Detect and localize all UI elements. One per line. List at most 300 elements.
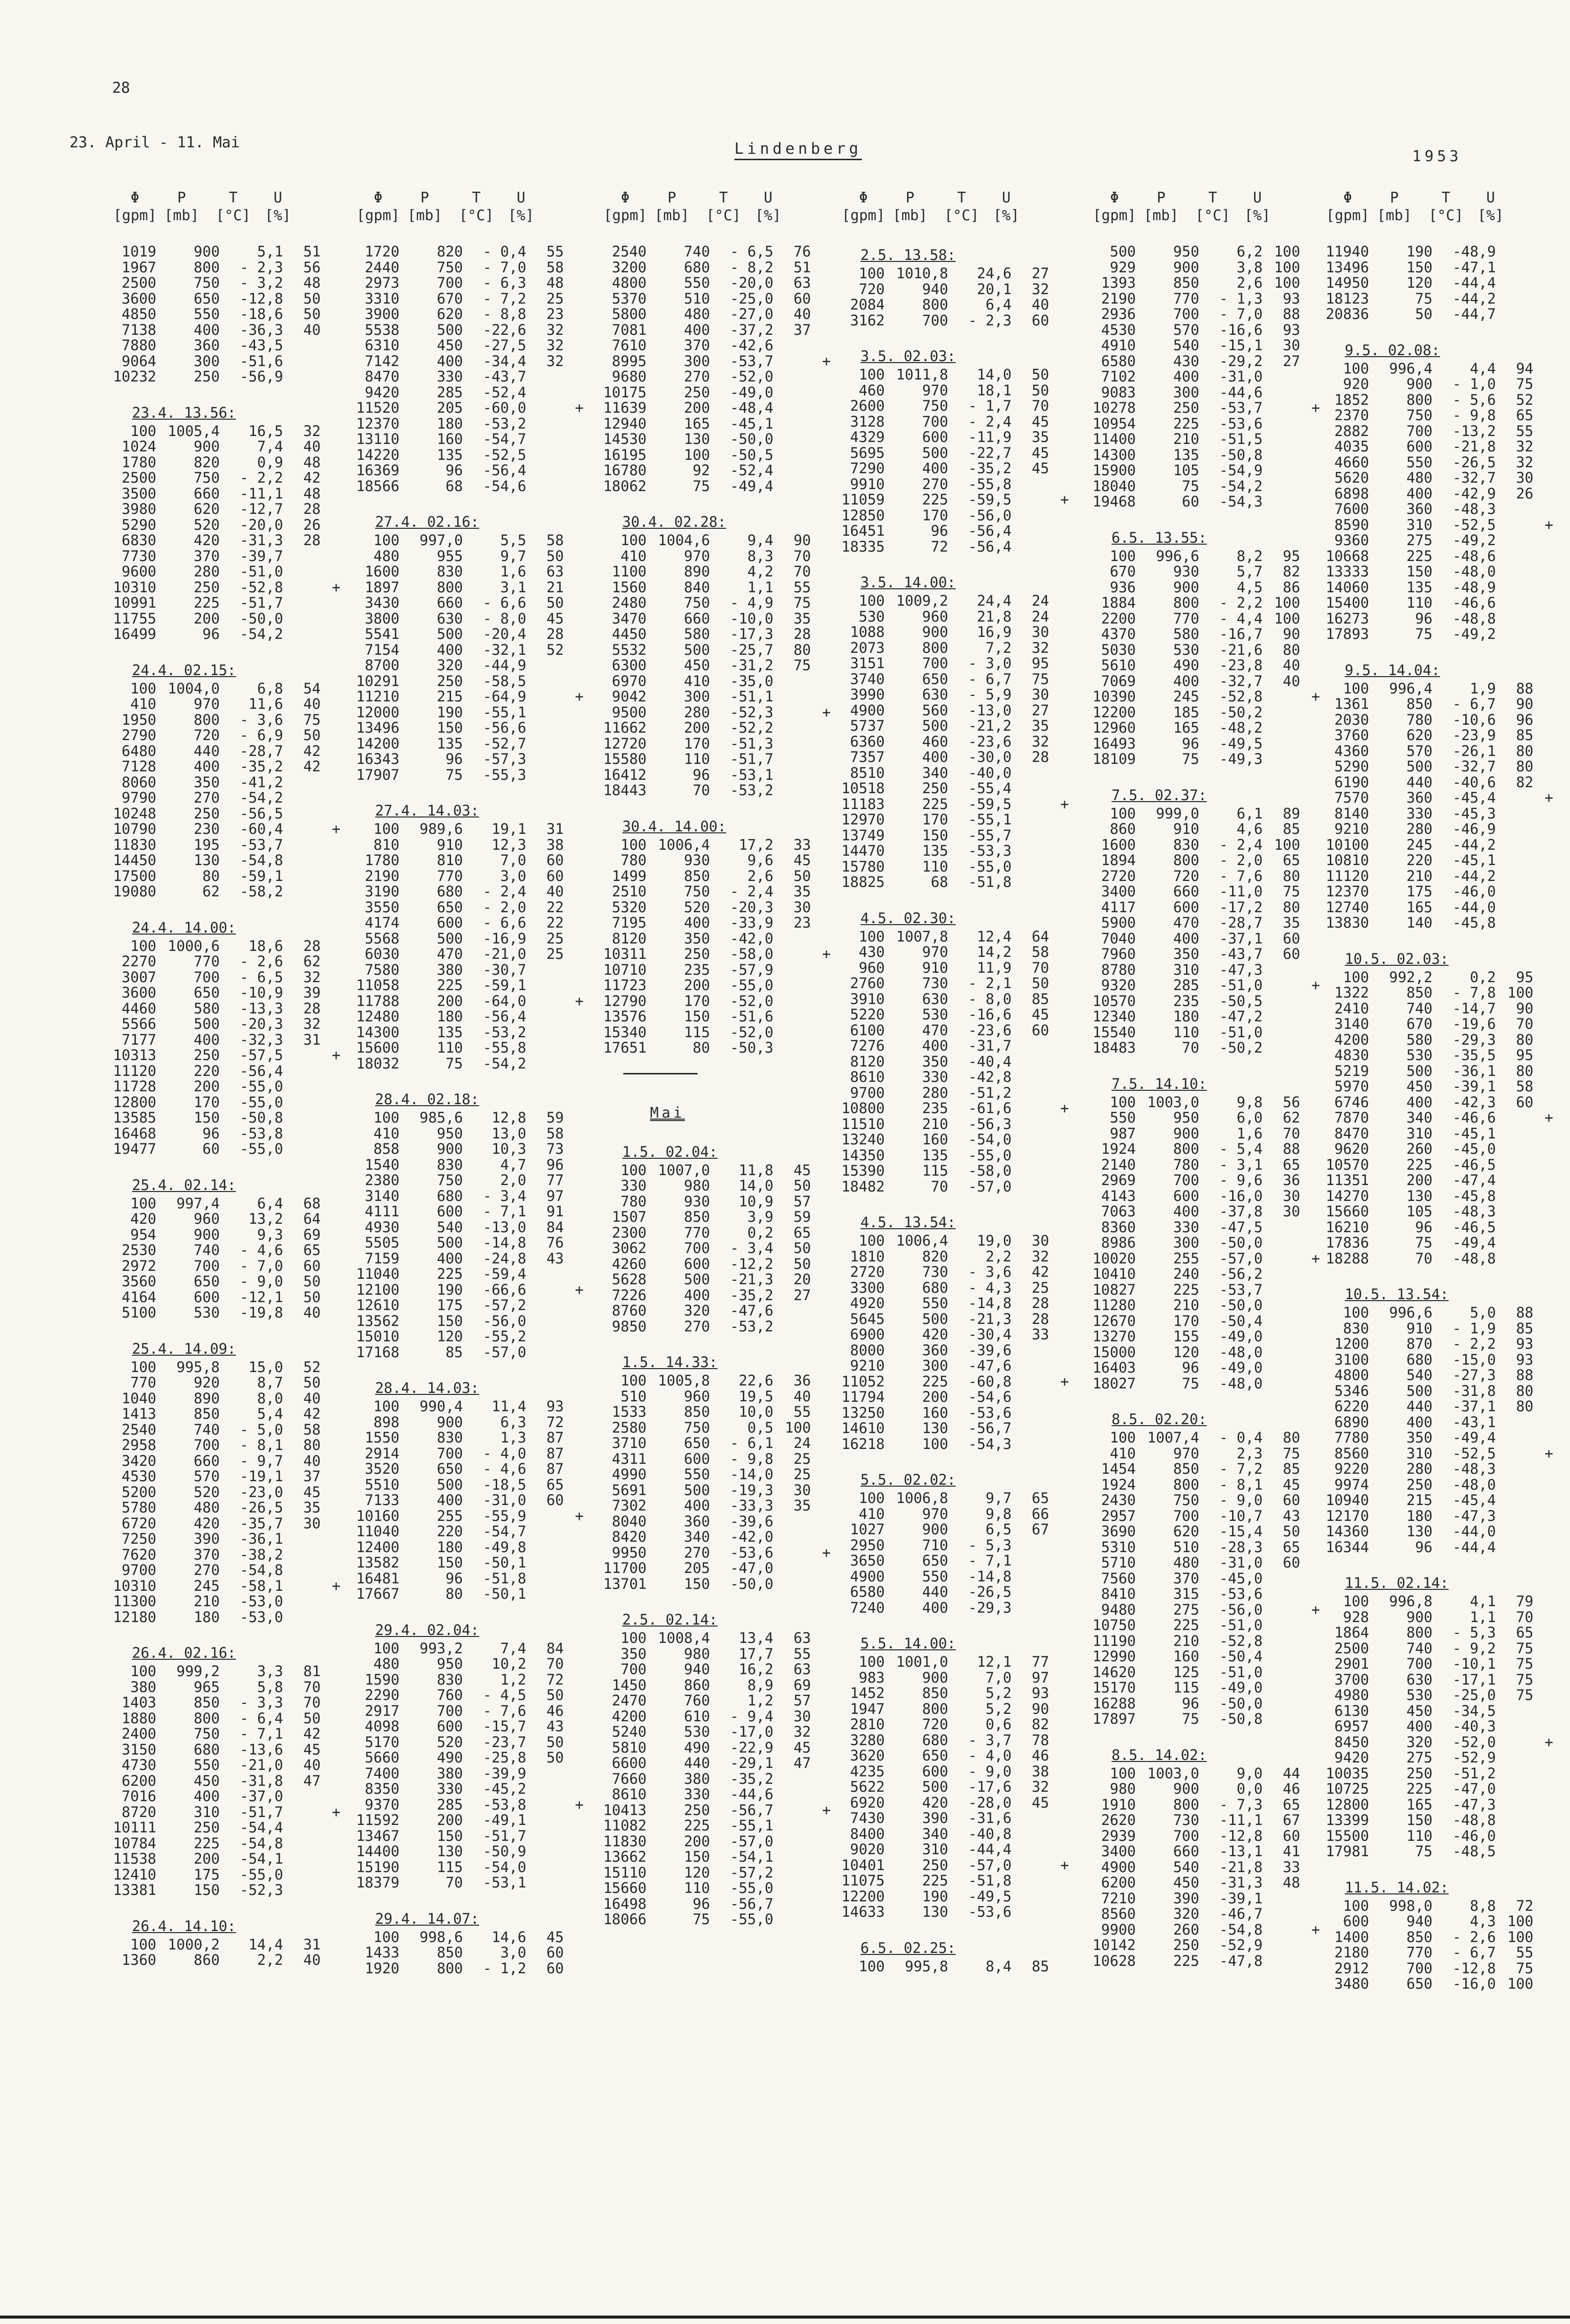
- pressure-cell: 930: [684, 852, 710, 869]
- pressure-cell: 800: [194, 711, 220, 728]
- temperature-cell: -13,0: [968, 701, 1012, 719]
- geopotential-cell: 3900: [365, 306, 399, 322]
- table-row: [353, 244, 587, 260]
- temperature-cell: -39,6: [730, 1512, 774, 1530]
- geopotential-cell: 810: [373, 836, 399, 853]
- temperature-cell: -17,6: [968, 1778, 1012, 1795]
- geopotential-cell: 6720: [122, 1514, 156, 1532]
- geopotential-cell: 9064: [122, 352, 156, 370]
- table-row: [110, 970, 343, 986]
- geopotential-cell: 3550: [365, 898, 399, 916]
- temperature-cell: -56,7: [730, 1801, 774, 1819]
- geopotential-cell: 5622: [850, 1778, 885, 1795]
- temperature-cell: 9,6: [747, 852, 774, 869]
- humidity-cell: 63: [546, 563, 564, 580]
- table-row: [1323, 1095, 1556, 1111]
- temperature-cell: 6,4: [257, 1194, 283, 1212]
- geopotential-cell: 3760: [1334, 727, 1369, 744]
- geopotential-cell: 13496: [1325, 258, 1369, 276]
- pressure-cell: 490: [1173, 657, 1199, 674]
- geopotential-cell: 18335: [841, 538, 885, 555]
- pressure-cell: 225: [922, 795, 948, 813]
- geopotential-cell: 19468: [1092, 493, 1136, 510]
- humidity-cell: 67: [1032, 1521, 1049, 1538]
- humidity-cell: 88: [1283, 1140, 1301, 1157]
- geopotential-cell: 11830: [603, 1832, 647, 1850]
- table-row: [353, 658, 587, 674]
- geopotential-cell: 5030: [1101, 641, 1136, 658]
- geopotential-cell: 2917: [365, 1702, 399, 1719]
- pressure-cell: 520: [194, 516, 220, 533]
- table-row: [1323, 1914, 1556, 1930]
- table-row: [110, 1680, 343, 1696]
- table-row: [1323, 1204, 1556, 1220]
- table-row: [1090, 1665, 1323, 1681]
- pressure-cell: 1000,2: [168, 1936, 220, 1953]
- humidity-cell: 32: [546, 352, 564, 370]
- pressure-cell: 135: [1406, 578, 1433, 596]
- table-row: [353, 962, 587, 978]
- temperature-cell: -21,2: [968, 717, 1012, 734]
- humidity-cell: 45: [1032, 1794, 1049, 1811]
- humidity-cell: 60: [1516, 1093, 1534, 1111]
- temperature-cell: -50,1: [483, 1585, 526, 1602]
- pressure-cell: 680: [922, 1279, 948, 1296]
- pressure-cell: 330: [1406, 805, 1433, 822]
- humidity-cell: 94: [1516, 360, 1534, 377]
- geopotential-cell: 15500: [1325, 1827, 1369, 1844]
- humidity-cell: 82: [1032, 1716, 1049, 1733]
- geopotential-cell: 5628: [612, 1271, 647, 1288]
- temperature-cell: -39,6: [968, 1341, 1012, 1359]
- pressure-cell: 680: [437, 883, 463, 900]
- pressure-cell: 630: [1406, 1671, 1433, 1688]
- pressure-cell: 1006,4: [896, 1232, 948, 1249]
- temperature-cell: -18,5: [483, 1476, 526, 1493]
- pressure-cell: 900: [922, 1669, 948, 1686]
- pressure-cell: 310: [1406, 1445, 1433, 1462]
- sounding-block: [839, 1469, 1072, 1616]
- temperature-cell: -59,5: [968, 491, 1012, 508]
- temperature-cell: - 1,0: [1452, 376, 1496, 392]
- pressure-cell: 68: [930, 874, 948, 890]
- pressure-cell: 750: [194, 274, 220, 291]
- table-row: [110, 455, 343, 471]
- humidity-cell: 28: [1032, 1295, 1049, 1312]
- table-row: [600, 1912, 834, 1928]
- sounding-title: 30.4. 02.28:: [622, 513, 726, 530]
- table-row: [839, 703, 1072, 719]
- pressure-cell: 700: [922, 312, 948, 329]
- geopotential-cell: 4530: [122, 1468, 156, 1485]
- temperature-cell: 8,8: [1470, 1897, 1496, 1914]
- geopotential-cell: 7142: [365, 352, 399, 370]
- geopotential-cell: 5610: [1101, 657, 1136, 674]
- temperature-cell: -50,8: [1219, 1710, 1263, 1727]
- geopotential-cell: 4730: [122, 1757, 156, 1773]
- temperature-cell: -32,7: [1452, 469, 1496, 486]
- geopotential-cell: 10310: [113, 578, 156, 596]
- temperature-cell: -52,9: [1219, 1937, 1263, 1953]
- table-row: [839, 1069, 1072, 1085]
- table-row: [1090, 354, 1323, 370]
- pressure-cell: 850: [1406, 1928, 1433, 1946]
- pressure-cell: 680: [194, 1741, 220, 1758]
- pressure-cell: 1006,4: [658, 836, 710, 853]
- pressure-cell: 75: [1415, 290, 1433, 307]
- pressure-cell: 110: [1173, 1023, 1199, 1041]
- temperature-cell: -18,6: [240, 306, 283, 322]
- pressure-cell: 780: [1173, 1156, 1199, 1173]
- temperature-cell: -47,0: [730, 1560, 774, 1576]
- geopotential-cell: 5100: [122, 1304, 156, 1321]
- table-row: [110, 1406, 343, 1422]
- pressure-cell: 700: [437, 1445, 463, 1462]
- pressure-cell: 900: [1173, 1125, 1199, 1142]
- table-row: [839, 1117, 1072, 1132]
- temperature-cell: -54,8: [1219, 1921, 1263, 1938]
- geopotential-cell: 10750: [1092, 1617, 1136, 1633]
- temperature-cell: 7,4: [500, 1639, 526, 1657]
- temperature-cell: 22,6: [738, 1372, 774, 1389]
- pressure-cell: 550: [194, 1757, 220, 1773]
- pressure-cell: 75: [692, 1911, 710, 1928]
- humidity-cell: 50: [793, 1240, 811, 1256]
- pressure-cell: 700: [437, 274, 463, 291]
- table-row: [353, 1860, 587, 1876]
- temperature-cell: -32,3: [240, 1031, 283, 1048]
- table-row: [600, 1678, 834, 1694]
- table-row: [600, 564, 834, 580]
- table-row: [110, 1547, 343, 1563]
- geopotential-cell: 3062: [612, 1240, 647, 1256]
- table-row: [1323, 502, 1556, 517]
- geopotential-cell: 11592: [356, 1812, 399, 1828]
- humidity-cell: 70: [303, 1678, 321, 1696]
- table-row: [1323, 1540, 1556, 1556]
- pressure-cell: 570: [1406, 742, 1433, 759]
- sounding-block: [600, 1351, 834, 1592]
- temperature-cell: 20,1: [977, 280, 1012, 298]
- pressure-cell: 998,0: [1389, 1897, 1433, 1914]
- geopotential-cell: 17897: [1092, 1710, 1136, 1727]
- geopotential-cell: 3100: [1334, 1351, 1369, 1368]
- pressure-cell: 280: [1406, 1460, 1433, 1477]
- table-row: [1323, 1813, 1556, 1828]
- humidity-cell: 40: [303, 1757, 321, 1773]
- humidity-cell: 32: [546, 321, 564, 338]
- geopotential-cell: 780: [620, 852, 647, 869]
- pressure-cell: 275: [1173, 1601, 1199, 1618]
- geopotential-cell: 9210: [850, 1357, 885, 1374]
- temperature-cell: -26,1: [1452, 742, 1496, 759]
- temperature-cell: -64,9: [483, 688, 526, 705]
- geopotential-cell: 100: [1343, 1897, 1369, 1914]
- temperature-cell: -40,0: [968, 764, 1012, 781]
- humidity-cell: 97: [546, 1187, 564, 1204]
- temperature-cell: 0,2: [1470, 968, 1496, 986]
- table-row: [110, 549, 343, 565]
- pressure-cell: 330: [437, 368, 463, 385]
- geopotential-cell: 7357: [850, 749, 885, 765]
- geopotential-cell: 8400: [850, 1825, 885, 1842]
- humidity-cell: 36: [793, 1372, 811, 1389]
- sounding-title: 26.4. 02.16:: [132, 1644, 236, 1661]
- table-row: [1090, 1860, 1323, 1876]
- column-header: [110, 188, 343, 240]
- geopotential-cell: 7138: [122, 321, 156, 338]
- table-row: [839, 1280, 1072, 1296]
- pressure-cell: 175: [194, 1866, 220, 1883]
- temperature-cell: 7,2: [985, 639, 1012, 656]
- tropopause-marker: +: [1060, 795, 1069, 813]
- pressure-cell: 390: [1173, 1889, 1199, 1907]
- geopotential-cell: 1088: [850, 624, 885, 640]
- geopotential-cell: 2760: [850, 975, 885, 992]
- geopotential-cell: 8760: [612, 1302, 647, 1319]
- geopotential-cell: 2936: [1101, 306, 1136, 322]
- geopotential-cell: 2912: [1334, 1959, 1369, 1977]
- pressure-cell: 225: [922, 491, 948, 508]
- geopotential-cell: 14300: [356, 1023, 399, 1041]
- pressure-cell: 400: [922, 749, 948, 765]
- humidity-cell: 50: [546, 594, 564, 611]
- table-row: [1090, 736, 1323, 752]
- table-row: [839, 1233, 1072, 1249]
- humidity-cell: 72: [546, 1413, 564, 1431]
- tropopause-marker: +: [822, 703, 831, 721]
- geopotential-cell: 2030: [1334, 711, 1369, 728]
- geopotential-cell: 4174: [365, 914, 399, 931]
- sounding-title: 9.5. 14.04:: [1345, 661, 1440, 679]
- geopotential-cell: 3910: [850, 990, 885, 1007]
- humidity-cell: 25: [793, 1450, 811, 1467]
- geopotential-cell: 100: [130, 1936, 156, 1953]
- geopotential-cell: 10668: [1325, 547, 1369, 565]
- table-row: [600, 884, 834, 900]
- humidity-cell: 35: [793, 1497, 811, 1514]
- geopotential-cell: 10413: [603, 1801, 647, 1819]
- temperature-cell: -55,0: [730, 1911, 774, 1928]
- geopotential-cell: 16343: [356, 751, 399, 767]
- header-t: T: [957, 189, 966, 206]
- table-row: [600, 533, 834, 549]
- geopotential-cell: 5200: [122, 1483, 156, 1501]
- pressure-cell: 999,2: [176, 1663, 220, 1680]
- geopotential-cell: 18066: [603, 1911, 647, 1928]
- pressure-cell: 370: [684, 337, 710, 354]
- table-row: [839, 1842, 1072, 1858]
- geopotential-cell: 6920: [850, 1794, 885, 1811]
- pressure-cell: 225: [1173, 1281, 1199, 1298]
- pressure-cell: 220: [1406, 852, 1433, 869]
- temperature-cell: -20,0: [730, 274, 774, 291]
- pressure-cell: 530: [1406, 1047, 1433, 1064]
- temperature-cell: -57,0: [968, 1856, 1012, 1874]
- pressure-cell: 600: [437, 1718, 463, 1735]
- temperature-cell: -28,3: [1219, 1538, 1263, 1556]
- pressure-cell: 260: [1173, 1921, 1199, 1938]
- table-row: [600, 463, 834, 479]
- temperature-cell: -36,3: [240, 321, 283, 338]
- table-row: [839, 539, 1072, 555]
- table-row: [353, 354, 587, 370]
- pressure-cell: 450: [1406, 1702, 1433, 1719]
- pressure-cell: 700: [1173, 1827, 1199, 1844]
- pressure-cell: 770: [684, 1224, 710, 1241]
- humidity-cell: 91: [546, 1203, 564, 1220]
- temperature-cell: -47,3: [1452, 1507, 1496, 1524]
- temperature-cell: -53,3: [968, 842, 1012, 859]
- geopotential-cell: 10142: [1092, 1937, 1136, 1953]
- humidity-cell: 45: [303, 1741, 321, 1758]
- pressure-cell: 800: [922, 296, 948, 313]
- pressure-cell: 500: [922, 1310, 948, 1327]
- temperature-cell: 2,6: [747, 867, 774, 884]
- pressure-cell: 390: [194, 1530, 220, 1547]
- temperature-cell: -11,1: [1219, 1812, 1263, 1828]
- table-row: [1090, 1711, 1323, 1727]
- temperature-cell: 9,8: [1237, 1093, 1263, 1111]
- sounding-title: 5.5. 02.02:: [860, 1471, 956, 1488]
- temperature-cell: -48,3: [1452, 1460, 1496, 1477]
- pressure-cell: 225: [922, 1373, 948, 1390]
- geopotential-cell: 19477: [113, 1140, 156, 1157]
- geopotential-cell: 100: [1343, 680, 1369, 697]
- table-row: [1090, 1025, 1323, 1041]
- geopotential-cell: 1499: [612, 867, 647, 884]
- geopotential-cell: 2400: [122, 1725, 156, 1742]
- table-row: [1090, 1376, 1323, 1392]
- header-u-unit: [%]: [755, 207, 782, 224]
- pressure-cell: 360: [1406, 789, 1433, 806]
- humidity-cell: 96: [1516, 711, 1534, 728]
- pressure-cell: 950: [437, 1125, 463, 1142]
- temperature-cell: - 8,0: [483, 610, 526, 627]
- pressure-cell: 75: [1415, 1234, 1433, 1251]
- humidity-cell: 45: [303, 1483, 321, 1501]
- temperature-cell: -14,8: [483, 1234, 526, 1251]
- pressure-cell: 720: [194, 727, 220, 744]
- geopotential-cell: 9500: [612, 703, 647, 721]
- humidity-cell: 30: [1032, 1232, 1049, 1249]
- table-row: [353, 1157, 587, 1173]
- humidity-cell: 88: [1516, 1304, 1534, 1321]
- pressure-cell: 989,6: [419, 820, 463, 837]
- table-row: [353, 369, 587, 385]
- temperature-cell: 13,0: [491, 1125, 526, 1142]
- geopotential-cell: 4143: [1101, 1187, 1136, 1204]
- pressure-cell: 980: [684, 1645, 710, 1662]
- humidity-cell: 50: [1032, 975, 1049, 992]
- tropopause-marker: +: [822, 1801, 831, 1819]
- temperature-cell: -26,5: [968, 1583, 1012, 1600]
- humidity-cell: 65: [546, 1476, 564, 1493]
- humidity-cell: 55: [1516, 422, 1534, 440]
- pressure-cell: 300: [194, 352, 220, 370]
- pressure-cell: 900: [437, 1413, 463, 1431]
- pressure-cell: 610: [684, 1707, 710, 1725]
- pressure-cell: 660: [437, 594, 463, 611]
- pressure-cell: 165: [1173, 719, 1199, 736]
- humidity-cell: 100: [785, 1419, 811, 1436]
- table-row: [353, 1415, 587, 1431]
- geopotential-cell: 11040: [356, 1523, 399, 1540]
- humidity-cell: 75: [1283, 883, 1301, 900]
- header-symbols: [600, 188, 834, 206]
- temperature-cell: - 4,6: [483, 1460, 526, 1477]
- pressure-cell: 760: [437, 1687, 463, 1703]
- geopotential-cell: 12370: [356, 415, 399, 432]
- temperature-cell: - 9,8: [730, 1450, 774, 1467]
- table-row: [353, 1813, 587, 1828]
- humidity-cell: 50: [793, 1177, 811, 1194]
- sounding-title: 4.5. 13.54:: [860, 1214, 956, 1231]
- geopotential-cell: 5691: [612, 1481, 647, 1499]
- geopotential-cell: 7177: [122, 1031, 156, 1048]
- temperature-cell: -48,8: [1452, 610, 1496, 627]
- pressure-cell: 955: [437, 547, 463, 565]
- geopotential-cell: 6746: [1334, 1093, 1369, 1111]
- geopotential-cell: 12790: [603, 992, 647, 1009]
- pressure-cell: 1003,0: [1147, 1093, 1199, 1111]
- humidity-cell: 21: [546, 578, 564, 596]
- humidity-cell: 33: [1032, 1326, 1049, 1343]
- temperature-cell: -50,0: [730, 1575, 774, 1592]
- pressure-cell: 850: [684, 867, 710, 884]
- geopotential-cell: 10940: [1325, 1492, 1369, 1508]
- table-row: [1323, 1305, 1556, 1321]
- geopotential-cell: 1200: [1334, 1335, 1369, 1352]
- header-units: [600, 206, 834, 224]
- geopotential-cell: 4311: [612, 1450, 647, 1467]
- pressure-cell: 830: [437, 563, 463, 580]
- geopotential-cell: 2810: [850, 1716, 885, 1733]
- table-row: [1323, 424, 1556, 440]
- table-row: [353, 915, 587, 931]
- geopotential-cell: 2882: [1334, 422, 1369, 440]
- table-row: [353, 689, 587, 705]
- pressure-cell: 680: [437, 1187, 463, 1204]
- temperature-cell: -49,0: [1219, 1359, 1263, 1376]
- geopotential-cell: 954: [130, 1226, 156, 1243]
- table-row: [600, 1834, 834, 1850]
- humidity-cell: 73: [546, 1140, 564, 1157]
- table-row: [353, 1844, 587, 1860]
- geopotential-cell: 1400: [1334, 1928, 1369, 1946]
- table-row: [110, 1141, 343, 1157]
- table-row: [1090, 338, 1323, 354]
- pressure-cell: 800: [1173, 1796, 1199, 1813]
- geopotential-cell: 5290: [1334, 758, 1369, 775]
- humidity-cell: 46: [1032, 1747, 1049, 1764]
- temperature-cell: - 9,8: [1452, 407, 1496, 424]
- pressure-cell: 700: [437, 1702, 463, 1719]
- table-row: [839, 523, 1072, 539]
- geopotential-cell: 100: [373, 1109, 399, 1126]
- geopotential-cell: 350: [620, 1645, 647, 1662]
- sounding-title: 10.5. 13.54:: [1345, 1286, 1449, 1303]
- pressure-cell: 96: [1181, 1359, 1199, 1376]
- geopotential-cell: 14530: [603, 431, 647, 447]
- temperature-cell: 6,0: [1237, 1109, 1263, 1126]
- sounding-title: 1.5. 14.33:: [622, 1354, 718, 1371]
- temperature-cell: - 6,9: [240, 727, 283, 744]
- table-row: [1090, 658, 1323, 674]
- geopotential-cell: 11351: [1325, 1172, 1369, 1189]
- pressure-cell: 190: [437, 1281, 463, 1298]
- humidity-cell: 52: [303, 1358, 321, 1376]
